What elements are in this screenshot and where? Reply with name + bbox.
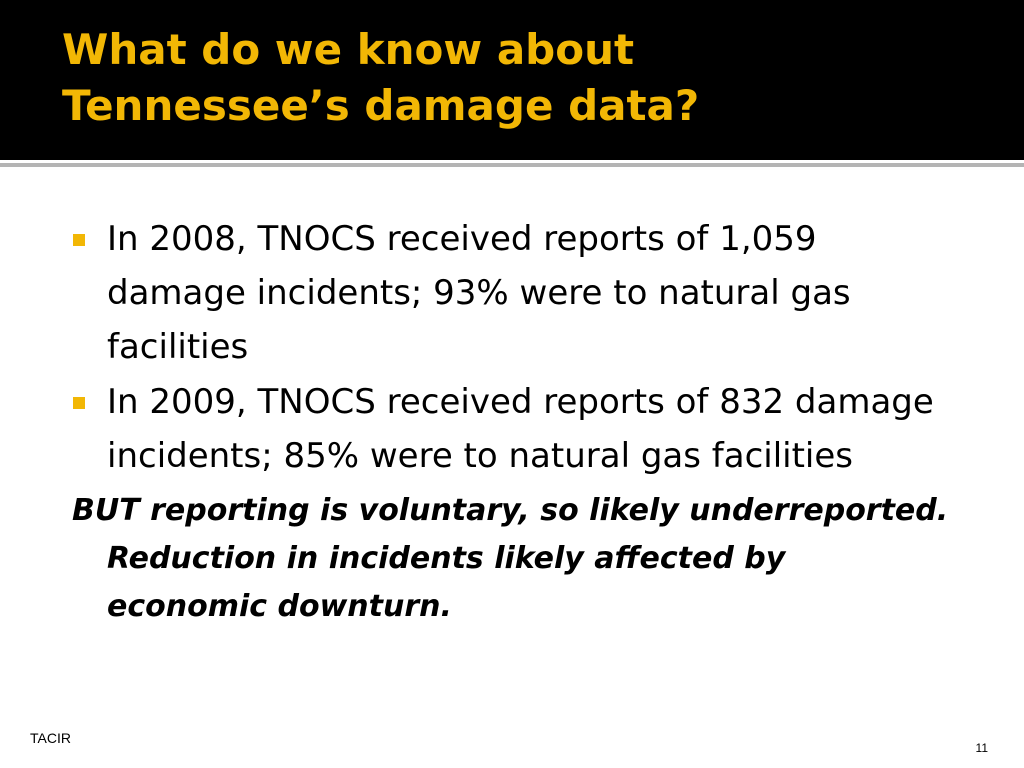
bullet-list [72,212,952,483]
bullet-item-2009 [72,375,952,483]
square-bullet-icon [73,234,85,246]
slide-title-line-1: What do we know about [62,25,635,74]
slide-number: 11 [975,741,988,755]
emphasis-note: BUT reporting is voluntary, so likely underreported. Reduction in incidents likely affected by economic downturn. [72,493,949,624]
slide-title-line-2: Tennessee’s damage data? [62,81,700,130]
slide-body [72,212,952,631]
slide-title [62,22,962,134]
title-divider [0,163,1024,167]
square-bullet-icon [73,397,85,409]
bullet-text: In 2009, TNOCS received reports of 832 damage incidents; 85% were to natural gas facilities [107,382,934,476]
bullet-text: In 2008, TNOCS received reports of 1,059 damage incidents; 93% were to natural gas facilities [107,219,851,367]
bullet-item-2008 [72,212,952,374]
footer-organization: TACIR [30,730,71,746]
